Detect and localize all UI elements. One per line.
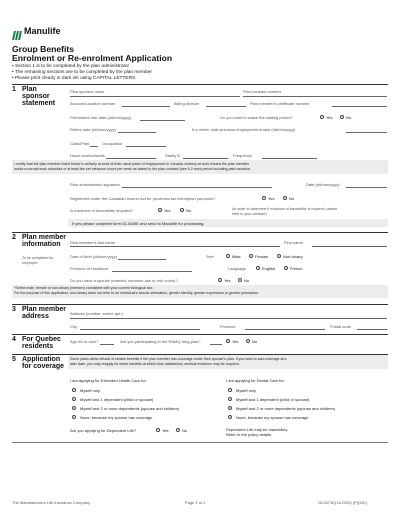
field-label: Permanent hire date (dd/mm/yyyy): [70, 115, 132, 120]
field-label: Account/Location number: [70, 101, 116, 106]
form-title-line2: Enrolment or Re-enrolment Application: [12, 53, 173, 63]
date-of-birth-field[interactable]: [118, 259, 166, 260]
occupation-field[interactable]: [126, 146, 166, 147]
evidence-note: (In order to determine if evidence of insurability is required, please: [232, 207, 338, 211]
signature-field[interactable]: [122, 187, 272, 188]
hire-date-field[interactable]: [140, 120, 185, 121]
footer-company: The Manufacturers Life Insurance Company: [12, 500, 91, 505]
section-title: Application for coverage: [22, 356, 65, 370]
certification-text: works a normal work schedule of at least the set minimum hours per week as stated in the plan contract (see 5.2 work period including paid vacation.: [14, 167, 251, 171]
field-label: Plan sponsor name: [70, 89, 105, 94]
field-label: Postal code: [330, 324, 351, 329]
option-label: Yes: [268, 196, 275, 201]
signature-date-field[interactable]: [346, 187, 387, 188]
field-label: Plan member's last name: [70, 240, 116, 245]
address-province-field[interactable]: [245, 329, 325, 330]
coverage-intro: Some plans allow refusal of certain benefits if the plan member has coverage under their spouse's plan. If you wish to add coverage at a: [70, 357, 287, 361]
dental-option-radio[interactable]: [228, 397, 232, 401]
instruction-bullet: • Please print clearly in dark ink using CAPITAL LETTERS.: [12, 76, 137, 81]
section-title: Plan member information: [22, 234, 66, 248]
option-label: Myself and 1 dependent (child or spouse): [80, 397, 154, 402]
spouse-yes-radio[interactable]: [218, 278, 222, 282]
registered-no-radio[interactable]: [283, 196, 287, 200]
dental-option-radio[interactable]: [228, 406, 232, 410]
field-label: Province of residence: [70, 266, 109, 271]
option-label: None, because my spouse has coverage: [80, 415, 153, 420]
brand-name: Manulife: [24, 26, 61, 36]
field-label: Hours worked/week: [70, 153, 106, 158]
section-divider: [12, 304, 388, 305]
section-side-note: To be completed by employee: [22, 256, 54, 265]
field-label: Occupation: [102, 141, 123, 146]
section-divider: [12, 84, 388, 85]
section-divider: [12, 334, 388, 335]
field-label: Billing division: [174, 101, 200, 106]
plan-contract-number-field[interactable]: [243, 96, 387, 97]
field-label: Salary $: [165, 153, 180, 158]
last-name-field[interactable]: [70, 246, 280, 247]
option-label: Non-binary: [283, 254, 303, 259]
evidence-note: refer to your contract.): [232, 212, 268, 216]
ehc-option-radio[interactable]: [72, 397, 76, 401]
option-label: No: [346, 115, 352, 120]
province-residence-field[interactable]: [112, 271, 192, 272]
option-label: Female: [255, 254, 269, 259]
section-title: For Quebec residents: [22, 336, 61, 350]
section-title: Plan member address: [22, 306, 66, 320]
option-label: Myself and 1 dependent (child or spouse): [236, 397, 310, 402]
spouse-no-radio[interactable]: [238, 278, 242, 282]
ehc-option-radio[interactable]: [72, 415, 76, 419]
dental-option-radio[interactable]: [228, 415, 232, 419]
evidence-yes-radio[interactable]: [158, 208, 162, 212]
field-label: Date (dd/mm/yyyy): [306, 182, 340, 187]
section-number: 5: [12, 356, 16, 363]
field-label: Address (number, street, apt.): [70, 311, 123, 316]
option-label: None, because my spouse has coverage: [236, 415, 309, 420]
section-number: 4: [12, 336, 16, 343]
footer-form-code: GL3371E(11/2023) (P)(MC): [318, 500, 368, 505]
option-label: Male: [232, 254, 241, 259]
manulife-logo-icon: [13, 27, 22, 45]
hours-worked-field[interactable]: [106, 158, 156, 159]
dependent-life-note: Dependent Life may be mandatory.: [226, 427, 289, 432]
section-divider: [12, 442, 388, 443]
section-divider: [12, 232, 388, 233]
option-label: Myself and 2 or more dependents (spouse and children): [80, 406, 180, 411]
sex-nonbinary-radio[interactable]: [277, 254, 281, 258]
ehc-heading: I am applying for Extended Health Care for:: [70, 378, 147, 383]
evidence-no-radio[interactable]: [180, 208, 184, 212]
sex-footnote: *Select male, female or non-binary (intersex) consistent with your current biological sex.: [14, 286, 154, 290]
sex-footnote: For the purpose of this application, non-binary does not refer to an individual's sexual orientation, gender identity, gender expression or gender perception.: [14, 291, 259, 295]
rehire-date-field[interactable]: [118, 132, 156, 133]
option-label: No: [244, 278, 250, 283]
option-label: Yes: [232, 339, 239, 344]
dependent-life-note: Refer to the policy details.: [226, 432, 273, 437]
field-label: Registered under the Canadian Insurer Act for provincial tax exemption purposes?: [70, 196, 216, 201]
field-label: Sex*: [206, 254, 215, 259]
dental-heading: I am applying for Dental Care for:: [226, 378, 285, 383]
field-label: Plan member's certificate number: [250, 101, 310, 106]
account-location-field[interactable]: [122, 106, 170, 107]
option-label: Myself only: [236, 388, 257, 393]
field-label: Plan contract number: [243, 89, 282, 94]
dependent-life-yes-radio[interactable]: [156, 428, 160, 432]
dependent-life-no-radio[interactable]: [176, 428, 180, 432]
field-label: Date of birth (dd/mm/yyyy): [70, 254, 117, 259]
option-label: French: [290, 266, 303, 271]
salary-field[interactable]: [183, 158, 228, 159]
ramq-no-radio[interactable]: [246, 339, 250, 343]
ehc-option-radio[interactable]: [72, 388, 76, 392]
section-number: 1: [12, 86, 16, 93]
frequency-field[interactable]: [262, 158, 317, 159]
certification-text: I certify that the plan member listed below is actively at work at their usual place of employment in Canada. Actively at work means the plan member: [14, 162, 250, 166]
sex-male-radio[interactable]: [226, 254, 230, 258]
instruction-bullet: • The remaining sections are to be completed by the plan member: [12, 70, 152, 75]
option-label: Yes: [162, 428, 169, 433]
field-label: First name: [284, 240, 303, 245]
field-label: Language: [228, 266, 246, 271]
waive-no-radio[interactable]: [340, 115, 344, 119]
city-field[interactable]: [80, 329, 200, 330]
field-label: Age 65 or over?: [70, 339, 99, 344]
certificate-number-field[interactable]: [332, 106, 387, 107]
field-label: Do you want to waive the waiting period?: [220, 115, 293, 120]
previous-employment-field[interactable]: [346, 132, 387, 133]
field-label: Province: [220, 324, 236, 329]
ramq-yes-radio[interactable]: [226, 339, 230, 343]
ehc-option-radio[interactable]: [72, 406, 76, 410]
plan-sponsor-name-field[interactable]: [70, 96, 240, 97]
class-plan-field[interactable]: [90, 146, 98, 147]
first-name-field[interactable]: [312, 246, 387, 247]
registered-yes-radio[interactable]: [262, 196, 266, 200]
field-label: Is evidence of insurability required?: [70, 208, 133, 213]
complete-form-note: If yes please complete form GL3049E and send to Manulife for processing.: [72, 221, 205, 226]
language-french-radio[interactable]: [284, 266, 288, 270]
language-english-radio[interactable]: [256, 266, 260, 270]
option-label: Yes: [164, 208, 171, 213]
field-label: Plan administrator signature: [70, 182, 120, 187]
option-label: Myself only: [80, 388, 101, 393]
field-label: Frequency: [233, 153, 252, 158]
field-label: Are you participating in the RAMQ drug plan?: [120, 339, 201, 344]
dental-option-radio[interactable]: [228, 388, 232, 392]
field-label: If a rehire, date previous employment ended (dd/mm/yyyy): [192, 127, 296, 132]
option-label: No: [186, 208, 192, 213]
billing-division-field[interactable]: [206, 106, 246, 107]
section-number: 2: [12, 234, 16, 241]
option-label: Yes: [326, 115, 333, 120]
postal-code-field[interactable]: [357, 329, 387, 330]
field-label: Rehire date (dd/mm/yyyy): [70, 127, 116, 132]
ramq-field[interactable]: [210, 344, 222, 345]
coverage-intro: later date, you may reapply for these benefits at which time satisfactory medical evidence may be required.: [70, 362, 240, 366]
dependent-life-question: Are you applying for Dependent Life?: [70, 428, 137, 433]
option-label: English: [262, 266, 276, 271]
footer-page: Page 1 of 2: [185, 500, 206, 505]
field-label: Class/Plan: [70, 141, 90, 146]
address-field[interactable]: [70, 318, 387, 319]
section-number: 3: [12, 306, 16, 313]
option-label: No: [182, 428, 188, 433]
option-label: Yes: [224, 278, 231, 283]
instruction-bullet: • Section 1 is to be completed by the plan administrator: [12, 64, 130, 69]
option-label: No: [289, 196, 295, 201]
field-label: City: [70, 324, 77, 329]
age-65-field[interactable]: [100, 344, 114, 345]
field-label: Do you have a spouse (married, common-law or civil union)?: [70, 278, 178, 283]
option-label: Myself and 2 or more dependents (spouse and children): [236, 406, 336, 411]
sex-female-radio[interactable]: [249, 254, 253, 258]
section-title: Plan sponsor statement: [22, 86, 56, 107]
waive-yes-radio[interactable]: [320, 115, 324, 119]
option-label: No: [252, 339, 258, 344]
form-title-line1: Group Benefits: [12, 44, 75, 54]
